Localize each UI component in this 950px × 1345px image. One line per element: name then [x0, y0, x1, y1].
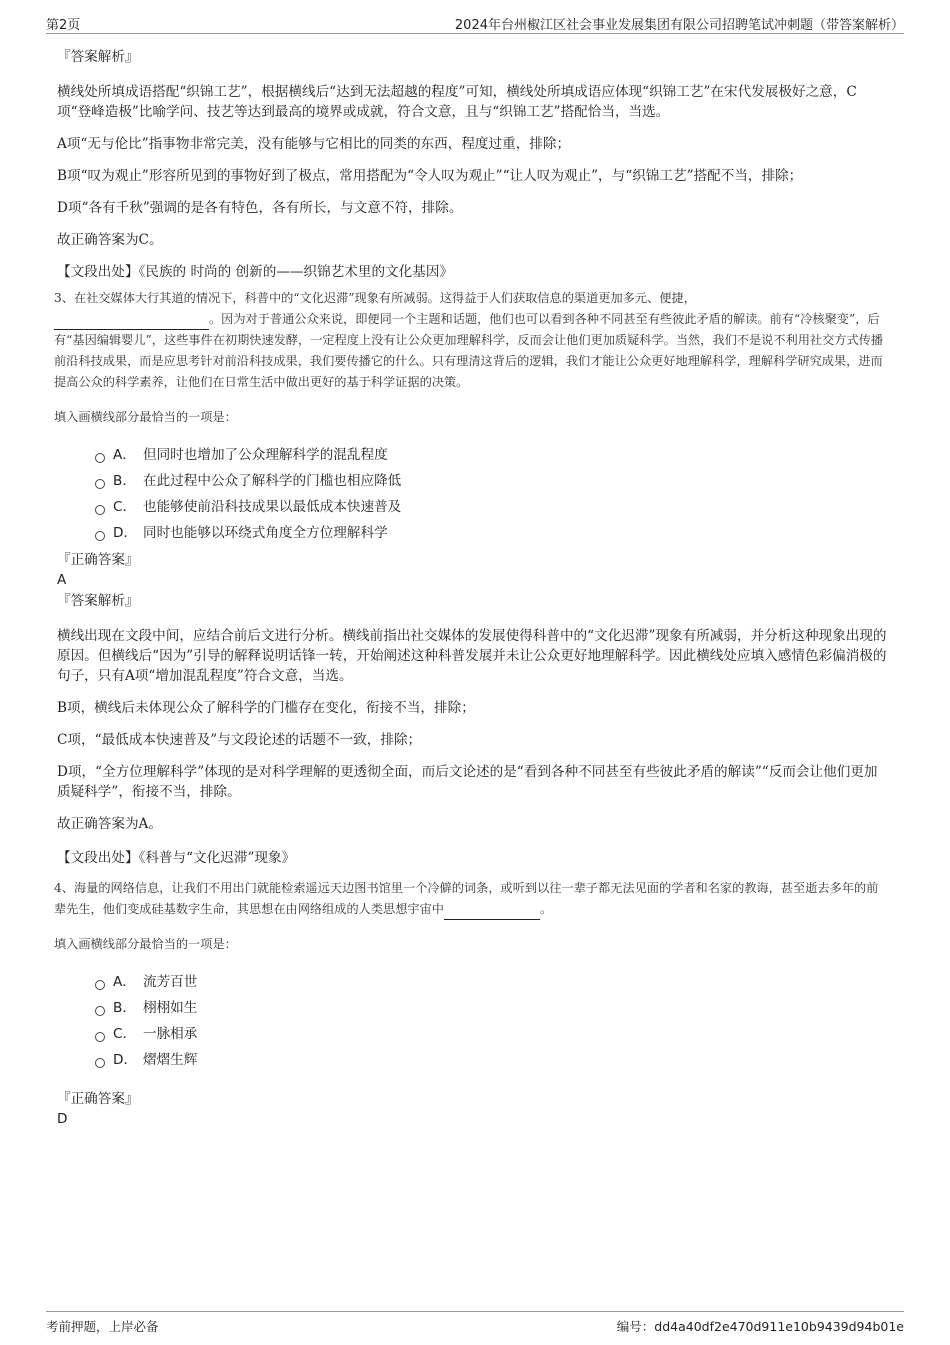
- radio-icon[interactable]: [95, 1006, 105, 1016]
- q3-stem-rest: 。因为对于普通公众来说，即便同一个主题和话题，他们也可以看到各种不同甚至有些彼此矛盾的解读。前有“冷核聚变”，后有“基因编辑婴儿”，这些事件在初期快速发酵，一定程度上没有让公众更加理解科学，反而会让他们更加质疑科学。当然，我们不是说不利用社交方式传播前沿科技成果，而是应思考针对前沿科技成果，我们要传播它的什么。只有理清这背后的逻辑，我们才能让公众更好地理解科学，理解科学研究成果，进而提高公众的科学素养，让他们在日常生活中做出更好的基于科学证据的决策。: [54, 312, 884, 389]
- radio-icon[interactable]: [95, 505, 105, 515]
- q3-answer-label: 『正确答案』: [57, 552, 139, 568]
- q4-prompt: 填入画横线部分最恰当的一项是：: [54, 937, 237, 951]
- q3-prompt: 填入画横线部分最恰当的一项是：: [54, 410, 237, 424]
- radio-icon[interactable]: [95, 479, 105, 489]
- q4-answer-label: 『正确答案』: [57, 1091, 139, 1107]
- q3-option-b[interactable]: [95, 468, 890, 494]
- q4-option-c[interactable]: [95, 1021, 890, 1047]
- option-letter: B．: [113, 473, 136, 489]
- q3-option-d[interactable]: [95, 520, 890, 546]
- option-letter: D．: [113, 1052, 138, 1068]
- option-letter: A．: [113, 447, 136, 463]
- q3-source: 【文段出处】《科普与“文化迟滞”现象》: [57, 850, 296, 866]
- code-value: dd4a40df2e470d911e10b9439d94b01e: [654, 1319, 904, 1334]
- q4-blank: [444, 906, 540, 920]
- q3-analysis-label: 『答案解析』: [57, 593, 139, 609]
- radio-icon[interactable]: [95, 453, 105, 463]
- q3-options: [95, 442, 890, 546]
- page-number: 第2页: [46, 18, 81, 33]
- option-text: 在此过程中公众了解科学的门槛也相应降低: [143, 473, 402, 489]
- option-text: 一脉相承: [143, 1026, 198, 1042]
- q4-stem-end: 。: [540, 902, 553, 916]
- q4-options: [95, 969, 890, 1073]
- q2-source: 【文段出处】《民族的 时尚的 创新的——织锦艺术里的文化基因》: [57, 264, 454, 280]
- q3-option-a[interactable]: [95, 442, 890, 468]
- option-text: 也能够使前沿科技成果以最低成本快速普及: [143, 499, 402, 515]
- option-text: 流芳百世: [143, 974, 198, 990]
- option-text: 但同时也增加了公众理解科学的混乱程度: [143, 447, 388, 463]
- radio-icon[interactable]: [95, 531, 105, 541]
- page-header: [46, 14, 904, 34]
- option-text: 栩栩如生: [143, 1000, 198, 1016]
- q3-analysis-option-b: B项，横线后未体现公众了解科学的门槛存在变化，衔接不当，排除；: [57, 700, 475, 716]
- radio-icon[interactable]: [95, 980, 105, 990]
- q3-blank: [54, 316, 209, 330]
- q3-analysis-option-c: C项，“最低成本快速普及”与文段论述的话题不一致，排除；: [57, 732, 422, 748]
- q2-conclusion: 故正确答案为C。: [57, 232, 163, 248]
- q3-conclusion: 故正确答案为A。: [57, 816, 162, 832]
- q4-answer: D: [57, 1111, 68, 1127]
- page-content: [54, 44, 890, 1129]
- option-letter: D．: [113, 525, 138, 541]
- radio-icon[interactable]: [95, 1032, 105, 1042]
- q3-stem-start: 3、在社交媒体大行其道的情况下，科普中的“文化迟滞”现象有所减弱。这得益于人们获取信息的渠道更加多元、便捷，: [54, 291, 696, 305]
- q4-stem: [54, 878, 890, 920]
- code-label: 编号：: [616, 1319, 655, 1334]
- page-footer: [46, 1311, 904, 1335]
- q4-stem-start: 4、海量的网络信息，让我们不用出门就能检索遥远天边图书馆里一个冷僻的词条，或听到以往一辈子都无法见面的学者和名家的教诲，甚至逝去多年的前辈先生，他们变成硅基数字生命，其思想在由网络组成的人类思想宇宙中: [54, 881, 879, 916]
- q3-stem: [54, 288, 890, 393]
- q2-analysis-paragraph: 横线处所填成语搭配“织锦工艺”，根据横线后“达到无法超越的程度”可知，横线处所填成语应体现“织锦工艺”在宋代发展极好之意，C项“登峰造极”比喻学问、技艺等达到最高的境界或成就，符合文意，且与“织锦工艺”搭配恰当，当选。: [57, 84, 857, 120]
- option-text: 熠熠生辉: [143, 1052, 198, 1068]
- q3-answer: A: [57, 572, 67, 588]
- footer-slogan: 考前押题，上岸必备: [46, 1319, 159, 1334]
- option-letter: C．: [113, 499, 137, 515]
- option-letter: A．: [113, 974, 136, 990]
- q4-option-a[interactable]: [95, 969, 890, 995]
- option-letter: C．: [113, 1026, 137, 1042]
- radio-icon[interactable]: [95, 1058, 105, 1068]
- q2-analysis-option-b: B项“叹为观止”形容所见到的事物好到了极点，常用搭配为“令人叹为观止”“让人叹为观止”，与“织锦工艺”搭配不当，排除；: [57, 168, 803, 184]
- q4-option-b[interactable]: [95, 995, 890, 1021]
- q4-option-d[interactable]: [95, 1047, 890, 1073]
- q3-analysis-paragraph: 横线出现在文段中间，应结合前后文进行分析。横线前指出社交媒体的发展使得科普中的“文化迟滞”现象有所减弱，并分析这种现象出现的原因。但横线后“因为”引导的解释说明话锋一转，开始阐述这种科普发展并未让公众更好地理解科学。因此横线处应填入感情色彩偏消极的句子，只有A项“增加混乱程度”符合文意，当选。: [57, 628, 887, 684]
- q2-analysis-label: 『答案解析』: [57, 49, 139, 65]
- option-letter: B．: [113, 1000, 136, 1016]
- q3-option-c[interactable]: [95, 494, 890, 520]
- q2-analysis-option-a: A项“无与伦比”指事物非常完美，没有能够与它相比的同类的东西，程度过重，排除；: [57, 136, 571, 152]
- document-code: [617, 1317, 904, 1335]
- q3-analysis-option-d: D项，“全方位理解科学”体现的是对科学理解的更透彻全面，而后文论述的是“看到各种不同甚至有些彼此矛盾的解读”“反而会让他们更加质疑科学”，衔接不当，排除。: [57, 764, 878, 800]
- option-text: 同时也能够以环绕式角度全方位理解科学: [143, 525, 388, 541]
- q2-analysis-option-d: D项“各有千秋”强调的是各有特色，各有所长，与文意不符，排除。: [57, 200, 463, 216]
- document-title: 2024年台州椒江区社会事业发展集团有限公司招聘笔试冲刺题（带答案解析）: [454, 18, 904, 33]
